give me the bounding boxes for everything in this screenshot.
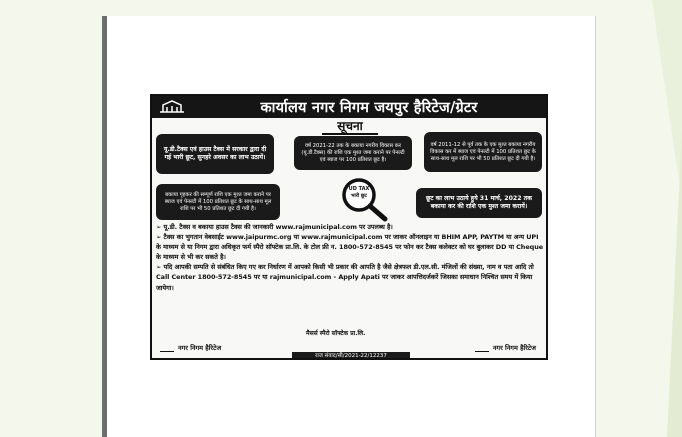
newspaper-notice	[150, 94, 548, 360]
magnifier-icon	[335, 176, 393, 222]
municipal-logo-icon	[152, 96, 192, 118]
notice-paragraph-3: ➢ यदि आपकी सम्पति से संबंधित किए गए कर निर्धारण में आपको किसी भी प्रकार की आपति है जैसे क्षेत्रफल डी.एल.सी. मंजिलों की संख्या, नाम व पता आदि तो Call Center 1800-572-8545 पर या rajmunicipal.com - Apply Apati पर जाकर आपत्तिदर्जकरें जिसका समाधान निश्चित समय में किया जायेगा।	[156, 263, 534, 292]
info-box-3: वर्ष 2011-12 से पूर्व तक के एक मुश्त बकाया नगरीय विकास कर में ब्याज एवं पेनल्टी में 100 प्रतिशत छूट के साथ-साथ मूल राशि पर भी 50 प्रतिशत छूट दी गयी है।	[424, 132, 542, 172]
info-box-5: छूट का लाभ उठाये हुये 31 मार्च, 2022 तक बकाया कर की राशि एक मुश्त जमा करायें।	[416, 188, 542, 218]
signature-line	[306, 329, 365, 337]
footer-right-text: नगर निगम हैरिटेज	[492, 344, 536, 352]
heritage-logo-icon	[160, 344, 174, 352]
footer-code: राज संवाद/सी/2021-22/12237	[292, 352, 410, 360]
footer-left	[160, 343, 221, 352]
heritage-logo-icon	[475, 344, 489, 352]
magnifier-label: UD TAX भारी छूट	[348, 186, 370, 199]
notice-paragraph-2: ➢ टैक्स का भुगतान वेबसाईट www.jaipurmc.org या www.rajmunicipal.com पर जाकर ऑनलाइन या BHIM APP, PAYTM या अन्य UPI के माध्यम से या निगम द्वारा अधिकृत फर्म स्पैरो सॉफ्टेक प्रा.लि. के टोल फ्री न. 1800-572-8545 पर फोन कर टैक्स कलेक्टर को घर बुलाकर DD या Cheque के माध्यम से भी कर सकते है।	[156, 233, 544, 262]
signature-text: मैसर्स स्पैरो सॉफ्टेक प्रा.लि.	[306, 330, 366, 337]
info-box-2: वर्ष 2021-22 तक के बकाया नगरीय विकास कर (यू.डी.टैक्स) की राशि एक मुश्त जमा कराने पर पेनल्टी एवं ब्याज पर 100 प्रतिशत छूट है।	[294, 136, 412, 170]
slide-corner-decoration	[642, 0, 682, 437]
info-box-1: यू.डी.टैक्स एवं हाउस टैक्स में सरकार द्वारा दी गई भारी छूट, सुनहरे अवसर का लाभ उठायें।	[156, 134, 274, 174]
notice-subtitle: सूचना	[322, 119, 378, 135]
info-box-4: बकाया गृहकर की सम्पूर्ण राशि एक मुश्त जमा कराने पर ब्याज एवं पेनल्टी में 100 प्रतिशत छूट के साथ-साथ मूल राशि पर भी 50 प्रतिशत छूट दी गयी है।	[156, 184, 280, 220]
footer-right	[475, 343, 536, 352]
notice-title: कार्यालय नगर निगम जयपुर हैरिटेज/ग्रेटर	[260, 99, 478, 116]
footer-left-text: नगर निगम हैरिटेज	[178, 344, 222, 352]
notice-title-bar	[152, 96, 546, 118]
notice-body	[156, 222, 544, 293]
notice-footer	[152, 338, 546, 360]
notice-paragraph-1: ➢ यू.डी. टैक्स व बकाया हाउस टैक्स की जानकारी www.rajmunicipal.com पर उपलब्ध है।	[156, 223, 393, 231]
